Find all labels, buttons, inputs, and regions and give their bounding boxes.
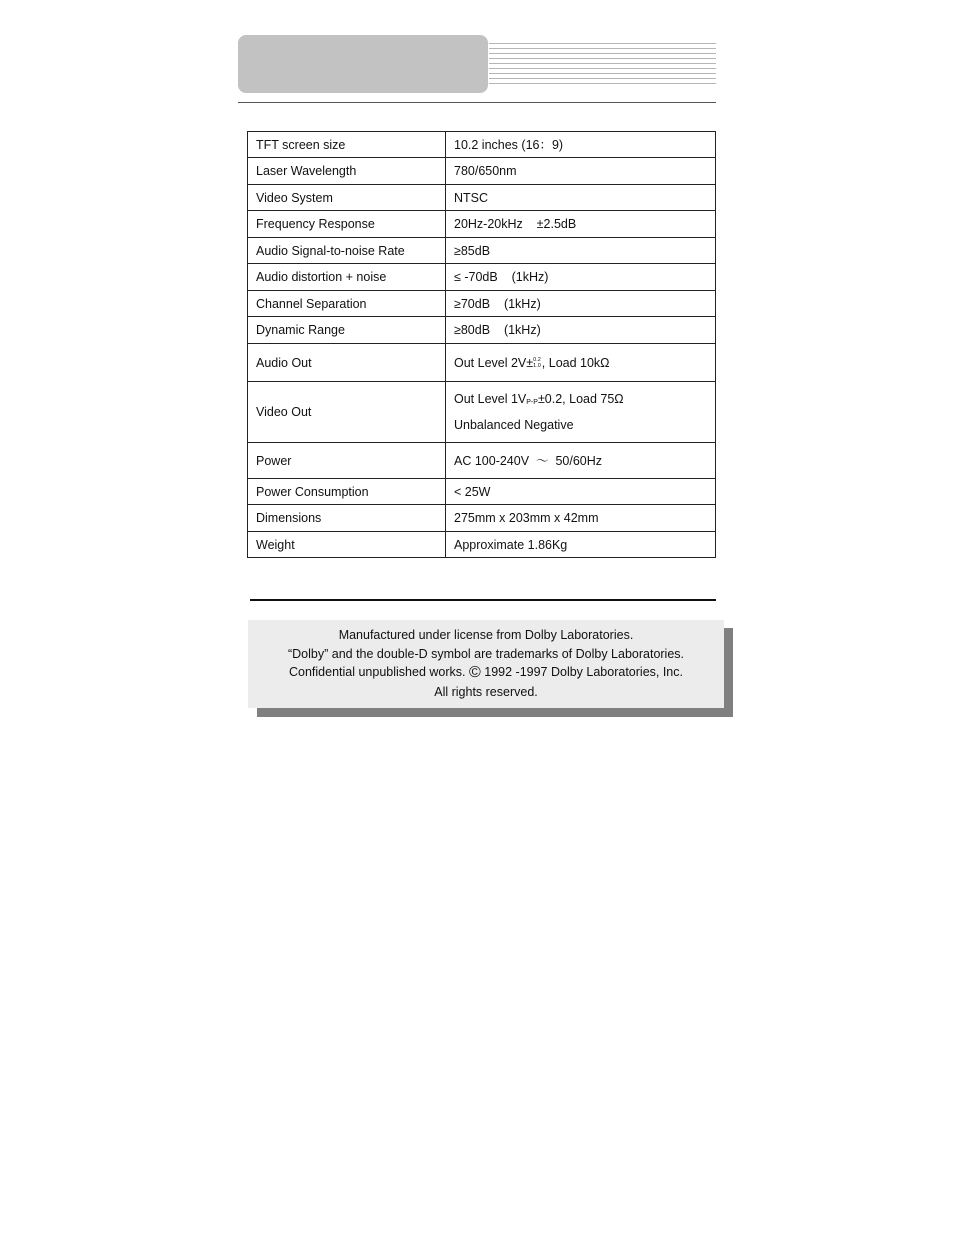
table-row xyxy=(248,382,716,443)
notice-line-3-suffix: 1992 -1997 Dolby Laboratories, Inc. xyxy=(484,665,683,679)
spec-value: Approximate 1.86Kg xyxy=(446,532,716,558)
copyright-icon: © xyxy=(468,664,481,681)
header-divider xyxy=(238,102,716,103)
table-row xyxy=(248,158,716,185)
spec-label: Weight xyxy=(248,532,446,558)
tolerance-upper: 0.2 xyxy=(533,357,541,364)
table-row xyxy=(248,238,716,264)
header-decorative-lines xyxy=(489,43,716,87)
spec-value xyxy=(446,382,716,443)
spec-value: ≥85dB xyxy=(446,238,716,264)
table-row xyxy=(248,344,716,382)
table-row xyxy=(248,479,716,505)
tolerance-lower: 1.0 xyxy=(533,363,541,370)
spec-label: Audio distortion + noise xyxy=(248,264,446,291)
notice-line-1: Manufactured under license from Dolby Laboratories. xyxy=(338,628,634,642)
table-row xyxy=(248,291,716,317)
table-row xyxy=(248,505,716,532)
table-row xyxy=(248,132,716,158)
spec-value: < 25W xyxy=(446,479,716,505)
table-row xyxy=(248,211,716,238)
video-out-line2: Unbalanced Negative xyxy=(454,418,574,432)
spec-label: Video Out xyxy=(248,382,446,443)
table-row xyxy=(248,443,716,479)
spec-label: Frequency Response xyxy=(248,211,446,238)
tolerance-superscript-subscript xyxy=(533,357,541,369)
spec-label: TFT screen size xyxy=(248,132,446,158)
audio-out-prefix: Out Level 2V± xyxy=(454,355,534,370)
video-out-prefix: Out Level 1V xyxy=(454,392,527,406)
spec-value: ≥70dB (1kHz) xyxy=(446,291,716,317)
table-row xyxy=(248,185,716,211)
spec-label: Audio Signal-to-noise Rate xyxy=(248,238,446,264)
table-row xyxy=(248,532,716,558)
spec-label: Power Consumption xyxy=(248,479,446,505)
header-tab xyxy=(238,35,488,93)
spec-label: Laser Wavelength xyxy=(248,158,446,185)
table-row xyxy=(248,264,716,291)
table-row xyxy=(248,317,716,344)
dolby-license-notice xyxy=(248,620,724,708)
section-divider xyxy=(250,599,716,601)
audio-out-suffix: , Load 10kΩ xyxy=(541,355,610,370)
spec-label: Dimensions xyxy=(248,505,446,532)
spec-label: Dynamic Range xyxy=(248,317,446,344)
spec-value: NTSC xyxy=(446,185,716,211)
spec-value: ≤ -70dB (1kHz) xyxy=(446,264,716,291)
notice-line-3 xyxy=(248,663,724,683)
spec-value: 275mm x 203mm x 42mm xyxy=(446,505,716,532)
video-out-suffix: ±0.2, Load 75Ω xyxy=(537,392,624,406)
notice-line-3-prefix: Confidential unpublished works. xyxy=(288,665,466,679)
specifications-table xyxy=(247,131,716,558)
spec-value: 20Hz-20kHz ±2.5dB xyxy=(446,211,716,238)
spec-value: ≥80dB (1kHz) xyxy=(446,317,716,344)
spec-label: Power xyxy=(248,443,446,479)
spec-value xyxy=(446,344,716,382)
notice-line-4: All rights reserved. xyxy=(434,684,538,699)
spec-label: Video System xyxy=(248,185,446,211)
spec-value: 780/650nm xyxy=(446,158,716,185)
spec-label: Audio Out xyxy=(248,344,446,382)
spec-value: 10.2 inches (16：9) xyxy=(446,132,716,158)
spec-label: Channel Separation xyxy=(248,291,446,317)
spec-value: AC 100-240V ～ 50/60Hz xyxy=(446,443,716,479)
notice-line-2: “Dolby” and the double-D symbol are trademarks of Dolby Laboratories. xyxy=(287,646,685,661)
video-out-subscript: P-P xyxy=(526,399,538,406)
